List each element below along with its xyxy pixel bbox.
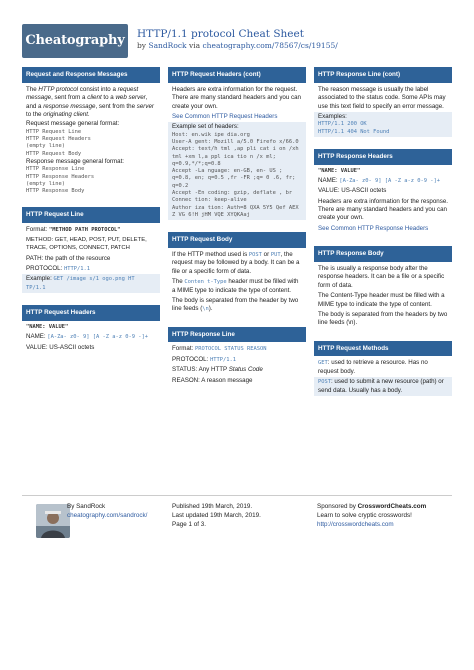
section-title: HTTP Request Line	[22, 207, 160, 223]
footer-dates	[172, 502, 261, 529]
method-row: METHOD: GET, HEAD, POST, PUT, DELETE, TRACE, OPTIONS, CONNECT, PATCH	[26, 236, 147, 251]
section-http-request-line	[22, 207, 160, 296]
body-paragraph: The is usually a response body after the response headers. It can be a file or a specific form of data.	[318, 265, 445, 289]
reason-row: REASON: A reason message	[172, 376, 253, 384]
header-line: Connec tion: keep-alive	[172, 197, 247, 204]
footer-author: By SandRock cheatography.com/sandrock/	[67, 503, 148, 520]
value-row: VALUE: US-ASCII octets	[26, 343, 95, 351]
column-3	[314, 67, 452, 408]
header-line: Accept -En coding: gzip, deflate , br	[172, 190, 293, 197]
section-request-response-messages	[22, 67, 160, 198]
headers-description: Headers are extra information for the request. There are many standard headers and you can create your own.	[172, 85, 301, 110]
common-response-headers-link[interactable]: See Common HTTP Response Headers	[318, 224, 429, 232]
section-http-response-line	[168, 327, 306, 389]
common-request-headers-link[interactable]: See Common HTTP Request Headers	[172, 112, 278, 120]
sheet-url-link[interactable]: cheatography.com/78567/cs/19155/	[202, 41, 338, 50]
status-row: STATUS: Any HTTP Status Code	[172, 366, 263, 374]
request-format-line: HTTP Request Body	[26, 150, 82, 157]
header-line: Accept: text/h tml ,ap pli cat i on /xh tml +xm l,a ppl ica tio n /x ml; q=0.9,*/*;q=0.8	[172, 146, 299, 167]
section-http-response-line-cont	[314, 67, 452, 140]
example-line: HTTP/1.1 200 OK	[318, 121, 367, 128]
header-line: Host: en.wik ipe dia.org	[172, 131, 250, 138]
header-line: User-A gent: Mozill a/5.0 Firefo x/66.0	[172, 138, 299, 145]
section-http-response-headers	[314, 149, 452, 237]
value-row: VALUE: US-ASCII octets	[318, 187, 387, 195]
name-row: NAME: [A-Za- z0- 9] [A -Z a-z 0-9 -]+	[318, 177, 440, 185]
section-title: HTTP Response Headers	[314, 149, 452, 165]
section-title: HTTP Request Headers	[22, 305, 160, 321]
footer-author-link[interactable]: cheatography.com/sandrock/	[67, 512, 148, 520]
format-row: "NAME: VALUE"	[26, 323, 69, 330]
header-line: Author iza tion: Auth=8 QXA 5Y5 Qef AEX Z VG 6!H jHM VQE XYQKAaj	[172, 204, 299, 218]
intro-text: The HTTP protocol consist into a request message, sent from a client to a web server, and a response message, sent from the server to the originating client.	[26, 85, 154, 118]
example-label: Example set of headers:	[172, 123, 239, 131]
sponsor-link[interactable]: http://crosswordcheats.com	[317, 521, 394, 529]
request-format-line: (empty line)	[26, 143, 65, 150]
author-avatar[interactable]	[36, 504, 70, 538]
method-get-row: GET: used to retrieve a resource. Has no request body.	[318, 359, 428, 375]
section-title: HTTP Request Headers (cont)	[168, 67, 306, 83]
page-footer	[22, 495, 452, 545]
examples-block	[314, 112, 452, 137]
name-row: NAME: [A-Za- z0- 9] [A -Z a-z 0-9 -]+	[26, 333, 148, 341]
body-paragraph: The body is separated from the headers by two line feeds (\n).	[318, 310, 448, 327]
body-paragraph: If the HTTP method used is POST or PUT, the request may be followed by a body. It can be a file or a specific form of data.	[172, 251, 300, 275]
format-row: Format: "METHOD PATH PROTOCOL"	[26, 226, 121, 234]
response-format-line: HTTP Response Line	[26, 166, 85, 173]
cheatography-logo[interactable]: Cheatography	[22, 24, 128, 58]
response-format-line: (empty line)	[26, 180, 65, 187]
headers-description: Headers are extra information for the response. There are many standard headers and you can create your own.	[318, 197, 449, 222]
reason-description: The reason message is usually the label associated to the status code. Some APIs may use this text field to specify an error message.	[318, 85, 446, 110]
response-format-line: HTTP Response Headers	[26, 173, 95, 180]
avatar-image	[36, 504, 70, 538]
section-http-request-headers	[22, 305, 160, 356]
byline: by SandRock via cheatography.com/78567/cs/19155/	[137, 41, 338, 50]
footer-sponsor: Sponsored by CrosswordCheats.com Learn to solve cryptic crosswords! http://crosswordcheats.com	[317, 503, 427, 529]
sheet-header	[22, 24, 452, 62]
response-format-line: HTTP Response Body	[26, 188, 85, 195]
path-row: PATH: the path of the resource	[26, 254, 111, 262]
headers-example-block	[168, 122, 306, 220]
protocol-row: PROTOCOL: HTTP/1.1	[172, 355, 237, 363]
section-title: HTTP Response Body	[314, 246, 452, 262]
sponsor-text: Learn to solve cryptic crosswords!	[317, 512, 412, 520]
response-format-label: Response message general format:	[26, 157, 125, 165]
body-paragraph: The Content-Type header must be filled with a MIME type to indicate the type of content.	[318, 292, 445, 308]
published-date: Published 19th March, 2019.	[172, 503, 253, 510]
body-paragraph: The Conten t-Type header must be filled with a MIME type to indicate the type of content.	[172, 278, 299, 294]
section-title: HTTP Request Body	[168, 232, 306, 248]
example-row: Example: GET /image s/1 ogo.png HT TP/1.1	[22, 274, 160, 293]
method-post-row: POST: used to submit a new resource (path) or send data. Usually has a body.	[314, 377, 452, 396]
section-http-response-body	[314, 246, 452, 331]
body-paragraph: The body is separated from the header by two line feeds (\n).	[172, 296, 299, 313]
column-2	[168, 67, 306, 398]
page-number: Page 1 of 3.	[172, 521, 206, 529]
footer-author-name[interactable]: SandRock	[76, 503, 106, 510]
example-line: HTTP/1.1 404 Not Found	[318, 128, 390, 135]
section-title: HTTP Response Line (cont)	[314, 67, 452, 83]
format-row: Format: PROTOCOL STATUS REASON	[172, 345, 267, 353]
column-1	[22, 67, 160, 365]
section-title: HTTP Response Line	[168, 327, 306, 343]
section-http-request-headers-cont	[168, 67, 306, 223]
section-title: HTTP Request Methods	[314, 341, 452, 357]
request-format-line: HTTP Request Line	[26, 128, 82, 135]
section-title: Request and Response Messages	[22, 67, 160, 83]
request-format-label: Request message general format:	[26, 120, 120, 128]
protocol-row: PROTOCOL: HTTP/1.1	[26, 264, 91, 272]
author-link[interactable]: SandRock	[148, 41, 187, 50]
request-format-line: HTTP Request Headers	[26, 135, 91, 142]
format-row: "NAME: VALUE"	[318, 167, 361, 174]
section-http-request-methods	[314, 341, 452, 399]
page-title: HTTP/1.1 protocol Cheat Sheet	[137, 28, 304, 40]
updated-date: Last updated 19th March, 2019.	[172, 512, 261, 520]
examples-label: Examples:	[318, 112, 347, 120]
section-http-request-body	[168, 232, 306, 317]
header-line: Accept -La nguage: en-GB, en- US ; q=0.8, en; q=0.5 ,fr -FR ;q= 0 .6, fr; q=0.2	[172, 168, 296, 189]
sponsor-name[interactable]: CrosswordCheats.com	[357, 503, 427, 510]
